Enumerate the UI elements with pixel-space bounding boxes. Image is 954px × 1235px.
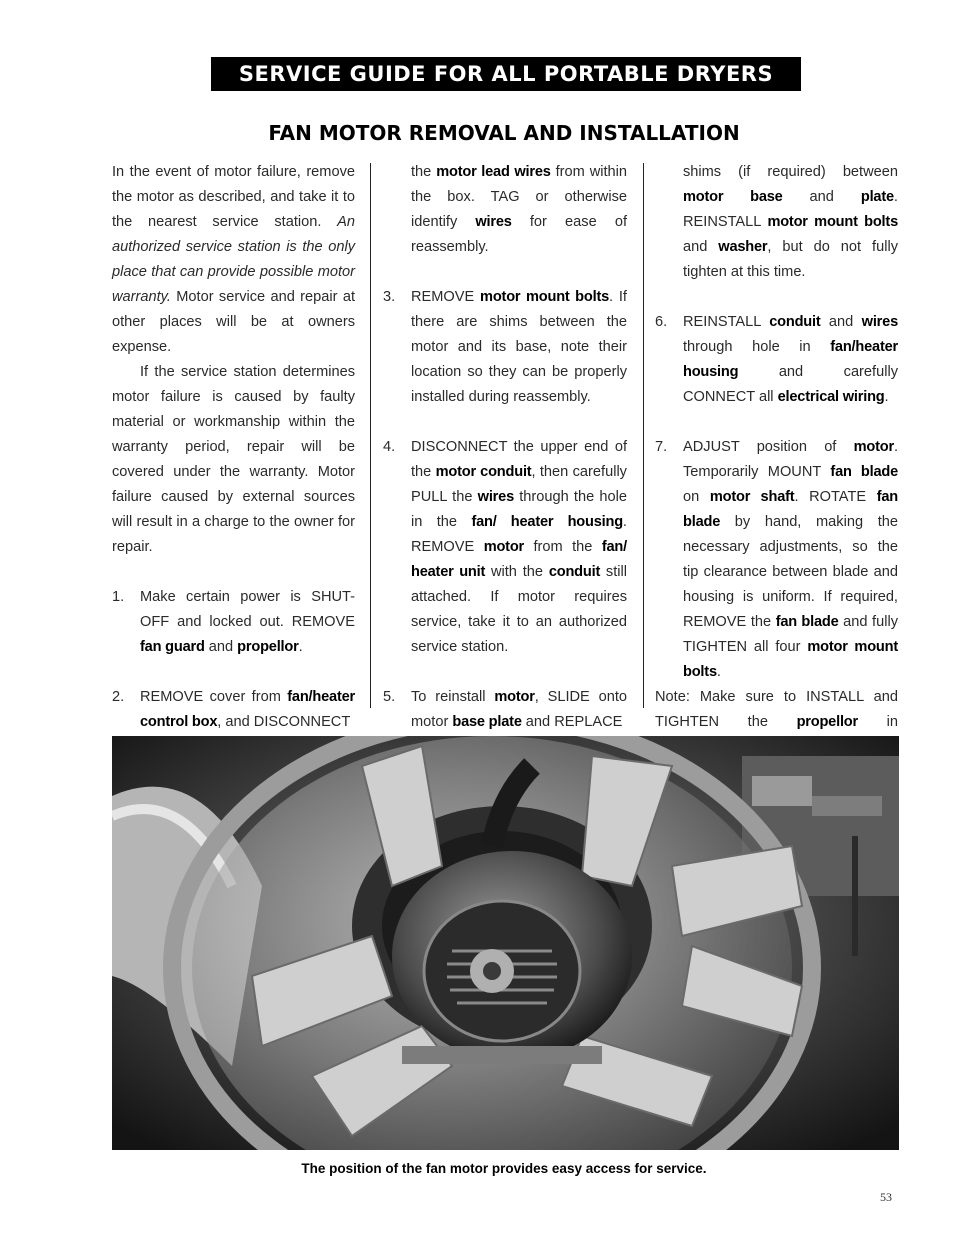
step-3 [383, 285, 627, 410]
photo-caption: The position of the fan motor provides easy access for service. [301, 1161, 707, 1176]
step-text: REMOVE cover from fan/heater control box, and DISCONNECT [140, 689, 355, 730]
step-2 [112, 685, 355, 735]
page-number: 53 [880, 1190, 892, 1204]
fan-motor-photo [112, 736, 899, 1150]
step-number: 1. [112, 589, 125, 605]
text-column-2 [383, 160, 627, 735]
page-header-title: SERVICE GUIDE FOR ALL PORTABLE DRYERS [238, 62, 774, 86]
step-number: 6. [655, 314, 668, 330]
intro-paragraph: In the event of motor failure, remove the motor as described, and take it to the nearest service station. An authorized service station is the only place that can provide possible motor warranty. Motor service and repair at other places will be at owners expense. [112, 164, 355, 355]
warranty-paragraph: If the service station determines motor failure is caused by faulty material or workmanship within the warranty period, repair will be covered under the warranty. Motor failure caused by external sources will result in a charge to the owner for repair. [112, 364, 355, 555]
step-text: DISCONNECT the upper end of the motor conduit, then carefully PULL the wires through the hole in the fan/ heater housing. REMOVE motor from the fan/ heater unit with the conduit still attached. If motor requires service, take it to an authorized service station. [411, 439, 627, 655]
step-7 [655, 435, 898, 685]
step-text: ADJUST position of motor. Temporarily MOUNT fan blade on motor shaft. ROTATE fan blade by hand, making the necessary adjustments, so the tip clearance between blade and housing is uniform. If required, REMOVE the fan blade and fully TIGHTEN all four motor mount bolts. [683, 439, 898, 680]
step-5 [383, 685, 627, 735]
step-text: To reinstall motor, SLIDE onto motor base plate and REPLACE [411, 689, 628, 730]
step-1 [112, 585, 355, 660]
page-header-banner [211, 57, 801, 91]
text-column-3 [655, 160, 898, 785]
step-text: Make certain power is SHUT-OFF and locked out. REMOVE fan guard and propellor. [140, 589, 355, 655]
step-text: shims (if required) between motor base and plate. REINSTALL motor mount bolts and washer, but do not fully tighten at this time. [683, 164, 898, 280]
text-column-1 [112, 160, 355, 735]
step-5-continued [655, 160, 898, 285]
section-title: FAN MOTOR REMOVAL AND INSTALLATION [268, 121, 740, 145]
step-number: 5. [383, 689, 396, 705]
install-note: Note: Make sure to INSTALL and TIGHTEN the propellor in [655, 689, 898, 730]
step-number: 7. [655, 439, 668, 455]
step-number: 4. [383, 439, 396, 455]
step-2-continued [383, 160, 627, 260]
column-divider-2 [643, 163, 644, 708]
step-text: REMOVE motor mount bolts. If there are shims between the motor and its base, note their location so they can be properly installed during reassembly. [411, 289, 627, 405]
step-number: 2. [112, 689, 125, 705]
warranty-note: An authorized service station is the only place that can provide possible motor warranty. [112, 214, 355, 305]
step-text: REINSTALL conduit and wires through hole in fan/heater housing and carefully CONNECT all electrical wiring. [683, 314, 898, 405]
step-number: 3. [383, 289, 396, 305]
step-4 [383, 435, 627, 660]
step-text: the motor lead wires from within the box. TAG or otherwise identify wires for ease of reassembly. [411, 164, 628, 255]
step-6 [655, 310, 898, 410]
column-divider-1 [370, 163, 371, 708]
